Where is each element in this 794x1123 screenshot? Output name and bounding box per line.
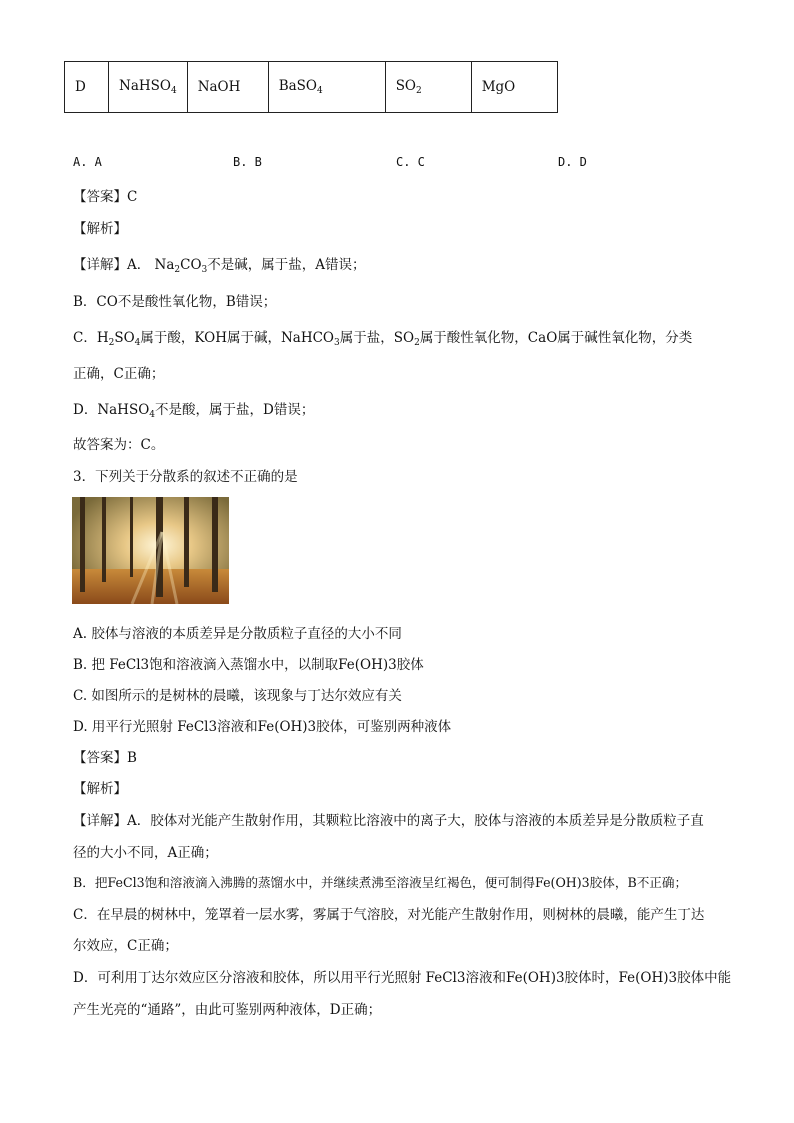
- detail-line: 产生光亮的“通路”，由此可鉴别两种液体，D正确；: [73, 1002, 382, 1018]
- forest-photo: [72, 497, 229, 604]
- option-c: C. 如图所示的是树林的晨曦，该现象与丁达尔效应有关: [73, 688, 402, 704]
- option-a: A. A: [73, 155, 102, 169]
- table-cell: $SO_2$: [385, 62, 471, 113]
- question-stem: 3．下列关于分散系的叙述不正确的是: [73, 469, 298, 485]
- analysis-label: 【解析】: [73, 781, 127, 797]
- answer-label: 【答案】C: [73, 189, 138, 205]
- detail-line: C．在早晨的树林中，笼罩着一层水雾，雾属于气溶胶，对光能产生散射作用，则树林的晨曦，能产生丁达: [73, 907, 705, 923]
- detail-b: B．CO不是酸性氧化物，B错误；: [73, 294, 277, 310]
- detail-line: 【详解】A．胶体对光能产生散射作用，其颗粒比溶液中的离子大，胶体与溶液的本质差异是分散质粒子直: [73, 813, 704, 829]
- table-cell: NaOH: [187, 62, 268, 113]
- answer-label: 【答案】B: [73, 750, 137, 766]
- conclusion: 故答案为：C。: [73, 437, 165, 453]
- table-cell: MgO: [471, 62, 557, 113]
- detail-a: 【详解】A． $Na_2CO_3$不是碱，属于盐，A错误；: [73, 257, 366, 275]
- option-b: B. 把 FeCl3饱和溶液滴入蒸馏水中，以制取Fe(OH)3胶体: [73, 657, 424, 673]
- option-c: C. C: [396, 155, 425, 169]
- table-row: [65, 62, 558, 113]
- table-cell: D: [65, 62, 109, 113]
- detail-line: 尔效应，C正确；: [73, 938, 178, 954]
- option-b: B. B: [233, 155, 262, 169]
- detail-c-cont: 正确，C正确；: [73, 366, 165, 382]
- table-cell: BaSO$_4$: [268, 62, 385, 113]
- detail-d: D．NaHSO$_4$不是酸，属于盐，D错误；: [73, 402, 315, 420]
- detail-line: 径的大小不同，A正确；: [73, 845, 218, 861]
- option-a: A. 胶体与溶液的本质差异是分散质粒子直径的大小不同: [73, 626, 402, 642]
- detail-line: D．可利用丁达尔效应区分溶液和胶体，所以用平行光照射 FeCl3溶液和Fe(OH)3胶体时，Fe(OH)3胶体中能: [73, 970, 732, 986]
- detail-c: C．$H_2SO_4$属于酸，KOH属于碱，NaHCO$_3$属于盐，$SO_2$属于酸性氧化物，CaO属于碱性氧化物，分类: [73, 330, 693, 348]
- table-cell: NaHSO$_4$: [109, 62, 188, 113]
- analysis-label: 【解析】: [73, 221, 127, 237]
- option-d: D. 用平行光照射 FeCl3溶液和Fe(OH)3胶体，可鉴别两种液体: [73, 719, 452, 735]
- detail-line: B．把FeCl3饱和溶液滴入沸腾的蒸馏水中，并继续煮沸至溶液呈红褐色，便可制得Fe(OH)3胶体，B不正确；: [73, 875, 688, 890]
- classification-table: [64, 61, 558, 113]
- option-d: D. D: [558, 155, 587, 169]
